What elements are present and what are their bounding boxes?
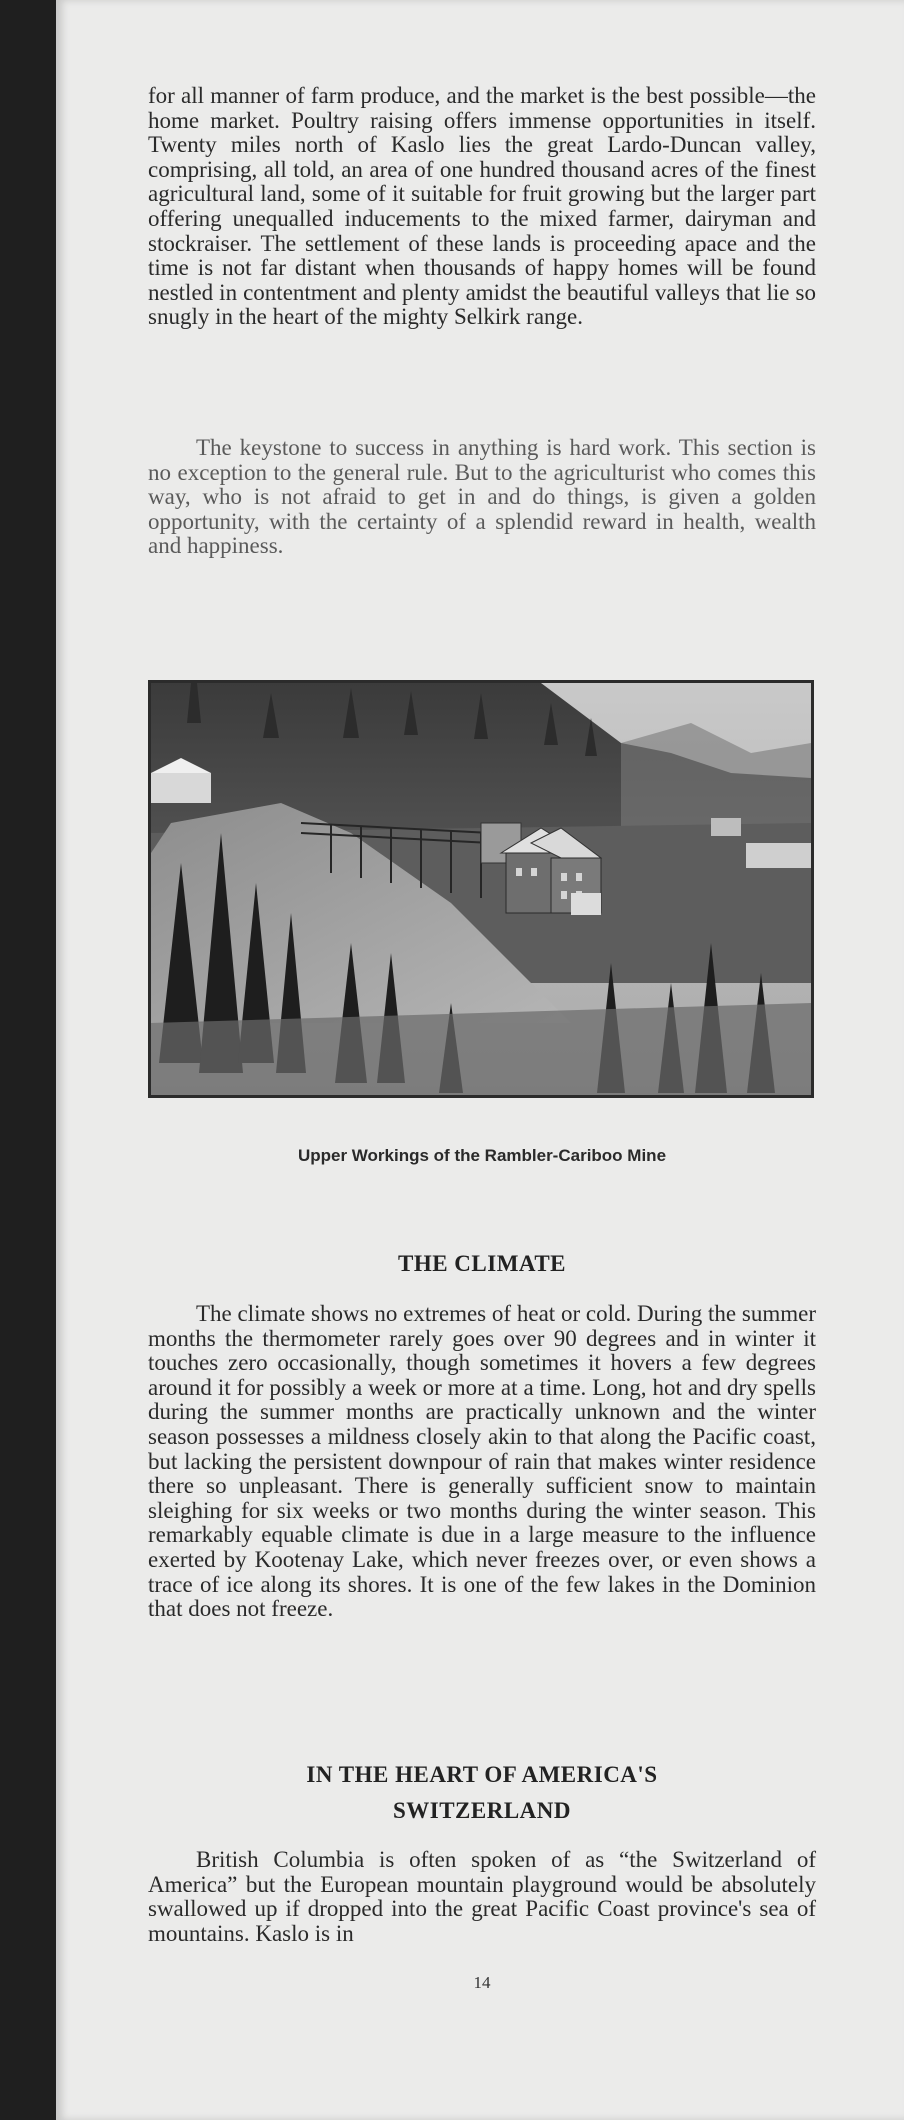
- switzerland-paragraph-block: [148, 1848, 816, 1946]
- switzerland-paragraph: British Columbia is often spoken of as “the Switzerland of America” but the European mountain playground would be absolutely swallowed up if dropped into the great Pacific Coast province's sea of mountains. Kaslo is in: [148, 1847, 816, 1946]
- switzerland-heading: [148, 1757, 816, 1829]
- figure-caption: Upper Workings of the Rambler-Cariboo Mine: [297, 1146, 667, 1165]
- keystone-paragraph-block: [148, 436, 816, 559]
- body-paragraph-farm: for all manner of farm produce, and the market is the best possible—the home market. Poultry raising offers immense opportunities in itself. Twenty miles north of Kaslo lies the great Lardo-Duncan valley, comprising, all told, an area of one hundred thousand acres of the finest agricultural land, some of it suitable for fruit growing but the larger part offering unequalled inducements to the mixed farmer, dairyman and stockraiser. The settlement of these lands is proceeding apace and the time is not far distant when thousands of happy homes will be found nestled in contentment and plenty amidst the beautiful valleys that lie so snugly in the heart of the mighty Selkirk range.: [148, 83, 816, 330]
- switzerland-heading-line2: SWITZERLAND: [392, 1798, 572, 1823]
- intro-paragraph-block: [148, 84, 816, 330]
- climate-paragraph-block: [148, 1302, 816, 1622]
- page-number: 14: [473, 1973, 491, 1992]
- climate-paragraph: The climate shows no extremes of heat or cold. During the summer months the thermometer rarely goes over 90 degrees and in winter it touches zero occasionally, though sometimes it hovers a few degrees around it for possibly a week or more at a time. Long, hot and dry spells during the summer months are practically unknown and the winter season possesses a mildness closely akin to that along the Pacific coast, but lacking the persistent downpour of rain that makes winter residence there so unpleasant. There is generally sufficient snow to maintain sleighing for six weeks or two months during the winter season. This remarkably equable climate is due in a large measure to the influence exerted by Kootenay Lake, which never freezes over, or even shows a trace of ice along its shores. It is one of the few lakes in the Dominion that does not freeze.: [148, 1301, 816, 1622]
- switzerland-heading-line1: IN THE HEART OF AMERICA'S: [306, 1762, 658, 1787]
- mine-photo-illustration: [151, 683, 811, 1095]
- body-paragraph-keystone: The keystone to success in anything is hard work. This section is no exception to the general rule. But to the agriculturist who comes this way, who is not afraid to get in and do things, is given a golden opportunity, with the certainty of a splendid reward in health, wealth and happiness.: [148, 435, 816, 559]
- climate-heading: THE CLIMATE: [397, 1251, 567, 1276]
- mine-photograph: [148, 680, 814, 1098]
